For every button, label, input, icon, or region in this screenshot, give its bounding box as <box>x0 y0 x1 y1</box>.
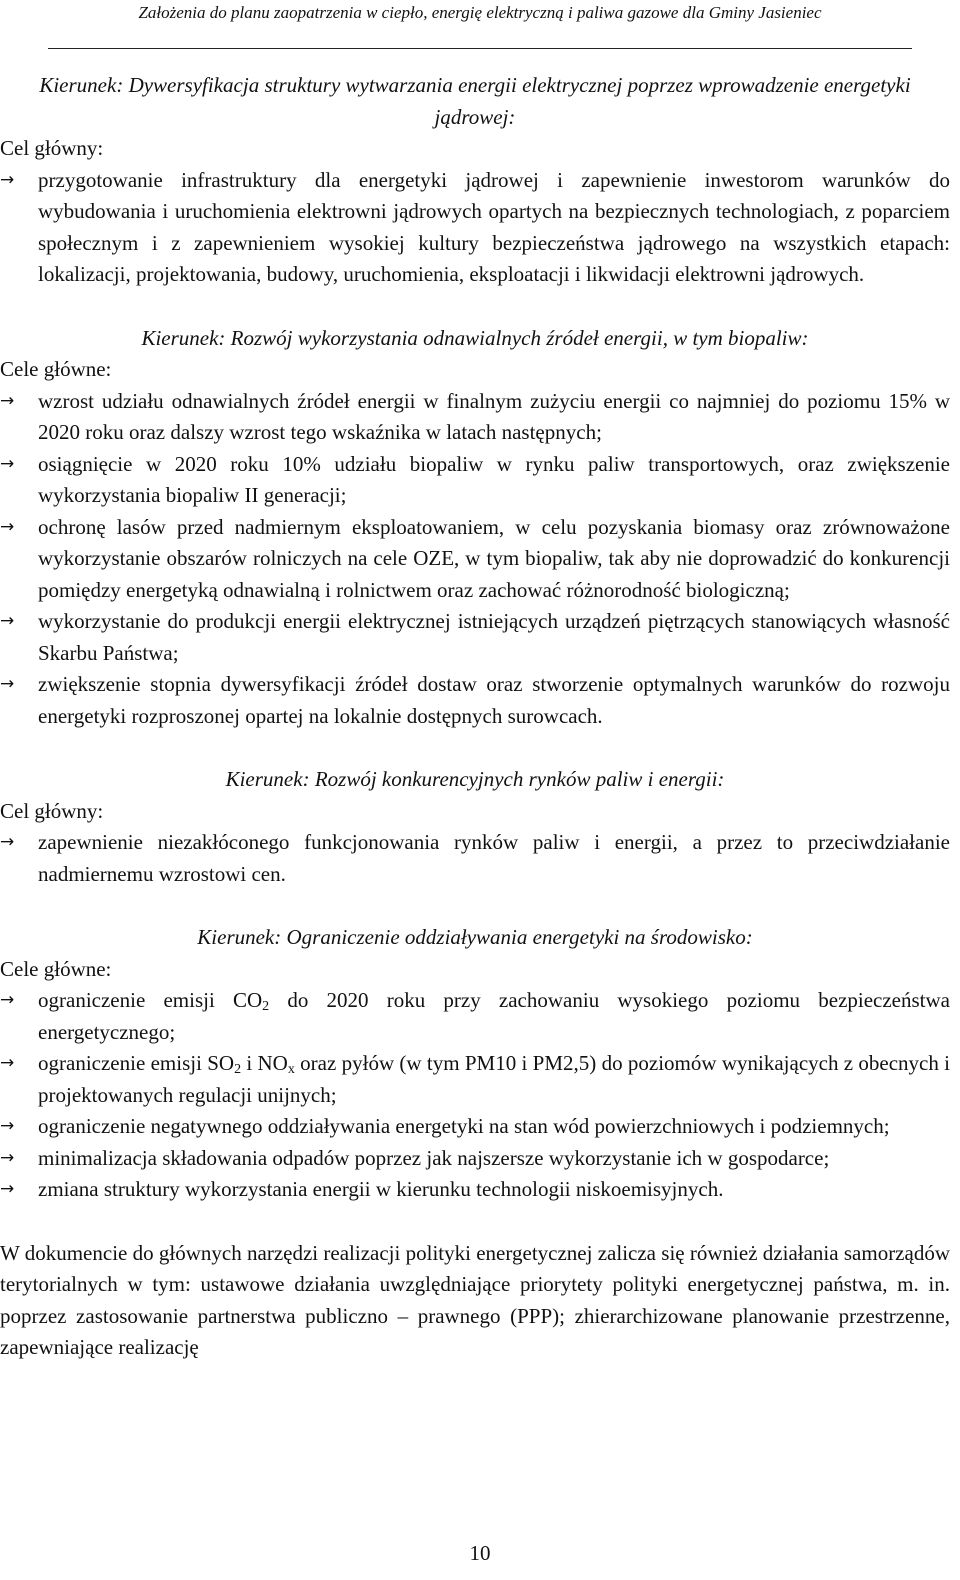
list-item <box>0 386 950 449</box>
list-item-text: zmiana struktury wykorzystania energii w kierunku technologii niskoemisyjnych. <box>38 1177 724 1201</box>
right-arrow-icon: → <box>0 1179 15 1199</box>
right-arrow-icon: → <box>0 516 15 537</box>
right-arrow-icon: → <box>0 832 15 852</box>
right-arrow-icon: → <box>0 1147 15 1168</box>
list-item-text: wzrost udziału odnawialnych źródeł energii w finalnym zużyciu energii co najmniej do poziomu 15% w 2020 roku oraz dalszy wzrost tego wskaźnika w latach następnych; <box>38 388 950 444</box>
section-heading: Kierunek: Dywersyfikacja struktury wytwarzania energii elektrycznej poprzez wprowadzenie energetyki jądrowej: <box>39 73 911 129</box>
list-item <box>0 512 950 607</box>
list-item <box>0 165 950 291</box>
right-arrow-icon: → <box>0 611 15 631</box>
section-renewables <box>0 323 950 733</box>
section-label: Cel główny: <box>0 136 104 160</box>
list-item-text: ograniczenie negatywnego oddziaływania energetyki na stan wód powierzchniowych i podziemnych; <box>38 1114 890 1138</box>
right-arrow-icon: → <box>0 390 15 411</box>
section-label: Cele główne: <box>0 956 112 981</box>
list-item <box>0 1111 950 1143</box>
section-markets <box>0 764 950 890</box>
list-item <box>0 1174 950 1206</box>
list-item-text: osiągnięcie w 2020 roku 10% udziału biopaliw w rynku paliw transportowych, oraz zwiększenie wykorzystania biopaliw II generacji; <box>38 451 950 507</box>
list-item <box>0 606 950 669</box>
section-heading: Kierunek: Rozwój wykorzystania odnawialnych źródeł energii, w tym biopaliw: <box>141 325 809 350</box>
page-number: 10 <box>469 1541 491 1565</box>
list-item <box>0 827 950 890</box>
list-item <box>0 1143 950 1175</box>
list-item <box>0 449 950 512</box>
right-arrow-icon: → <box>0 1116 15 1136</box>
list-item <box>0 669 950 732</box>
header-rule <box>48 48 912 49</box>
list-item-text: zwiększenie stopnia dywersyfikacji źródeł dostaw oraz stworzenie optymalnych warunków do rozwoju energetyki rozproszonej opartej na lokalnie dostępnych surowcach. <box>38 672 950 728</box>
section-environment <box>0 922 950 1206</box>
list-item <box>0 1048 950 1111</box>
bullet-list <box>0 827 950 890</box>
list-item-text: przygotowanie infrastruktury dla energetyki jądrowej i zapewnienie inwestorom warunków do wybudowania i uruchomienia elektrowni jądrowych opartych na bezpiecznych technologiach, z poparciem społecznym i z zapewnieniem wysokiej kultury bezpieczeństwa jądrowego na wszystkich etapach: lokalizacji, projektowania, budowy, uruchomienia, eksploatacji i likwidacji elektrowni jądrowych. <box>38 167 950 286</box>
list-item-text: ograniczenie emisji $CO_2$ do 2020 roku przy zachowaniu wysokiego poziomu bezpieczeństwa energetycznego; <box>38 988 950 1044</box>
right-arrow-icon: → <box>0 1053 15 1073</box>
right-arrow-icon: → <box>0 990 15 1010</box>
section-label: Cele główne: <box>0 357 112 381</box>
right-arrow-icon: → <box>0 169 15 190</box>
list-item <box>0 985 950 1048</box>
closing-paragraph: W dokumencie do głównych narzędzi realizacji polityki energetycznej zalicza się również działania samorządów terytorialnych w tym: ustawowe działania uwzględniające priorytety polityki energetycznej państwa, m. in. poprzez zastosowanie partnerstwa publiczno – prawnego (PPP); zhierarchizowane planowanie przestrzenne, zapewniające realizację <box>0 1240 950 1359</box>
list-item-text: minimalizacja składowania odpadów poprzez jak najszersze wykorzystanie ich w gospodarce; <box>38 1145 830 1170</box>
list-item-text: zapewnienie niezakłóconego funkcjonowania rynków paliw i energii, a przez to przeciwdziałanie nadmiernemu wzrostowi cen. <box>38 830 950 886</box>
bullet-list <box>0 985 950 1206</box>
right-arrow-icon: → <box>0 453 15 474</box>
bullet-list <box>0 386 950 733</box>
section-label: Cel główny: <box>0 798 104 823</box>
list-item-text: ograniczenie emisji $SO_2$ i $NO_x$ oraz pyłów (w tym PM10 i PM2,5) do poziomów wynikających z obecnych i projektowanych regulacji unijnych; <box>38 1051 950 1107</box>
page-header: Założenia do planu zaopatrzenia w ciepło, energię elektryczną i paliwa gazowe dla Gminy Jasieniec <box>138 3 822 22</box>
bullet-list <box>0 165 950 291</box>
document-body <box>0 70 950 1364</box>
section-heading: Kierunek: Ograniczenie oddziaływania energetyki na środowisko: <box>197 925 753 949</box>
section-heading: Kierunek: Rozwój konkurencyjnych rynków paliw i energii: <box>225 767 725 791</box>
right-arrow-icon: → <box>0 674 15 694</box>
list-item-text: ochronę lasów przed nadmiernym eksploatowaniem, w celu pozyskania biomasy oraz zrównoważone wykorzystanie obszarów rolniczych na cele OZE, w tym biopaliw, tak aby nie doprowadzić do konkurencji pomiędzy energetyką odnawialną i rolnictwem oraz zachować różnorodność biologiczną; <box>38 514 950 602</box>
list-item-text: wykorzystanie do produkcji energii elektrycznej istniejących urządzeń piętrzących stanowiących własność Skarbu Państwa; <box>38 609 950 665</box>
section-nuclear <box>0 70 950 291</box>
